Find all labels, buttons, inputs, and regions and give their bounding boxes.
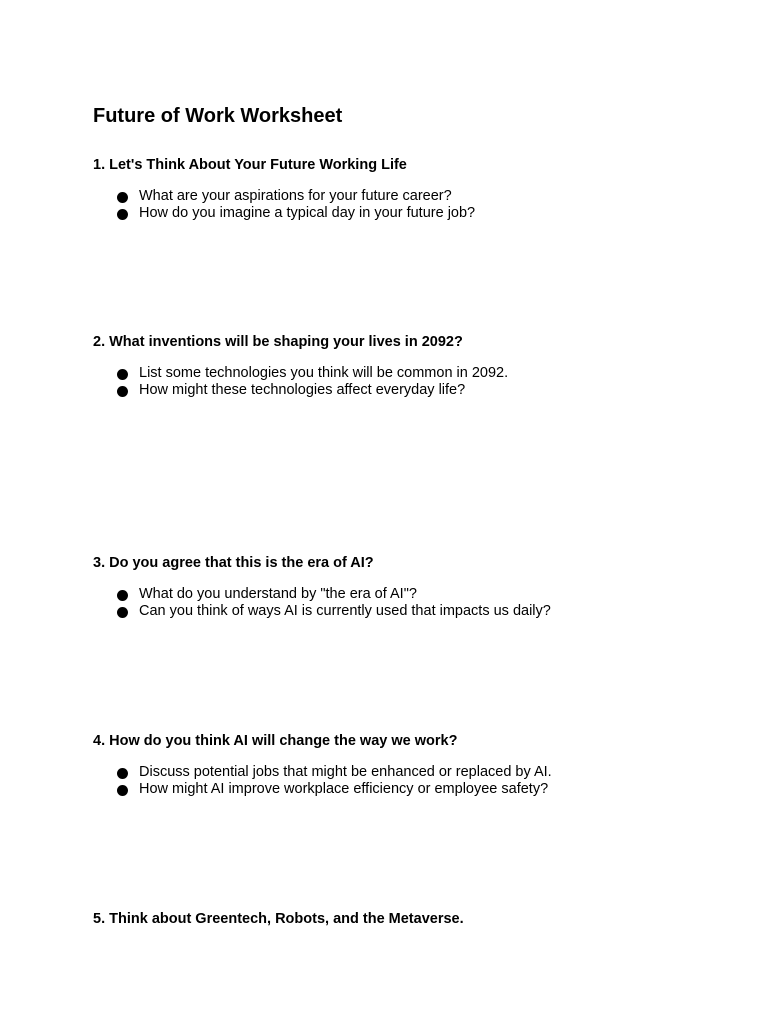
bullet-item xyxy=(93,781,713,798)
bullet-list xyxy=(93,586,713,621)
section-heading: 4. How do you think AI will change the way we work? xyxy=(93,733,458,749)
bullet-text: List some technologies you think will be common in 2092. xyxy=(139,365,509,381)
bullet-text: Can you think of ways AI is currently used that impacts us daily? xyxy=(139,603,551,620)
bullet-text: How might AI improve workplace efficiency or employee safety? xyxy=(139,781,549,798)
section-1 xyxy=(93,155,713,223)
bullet-item xyxy=(93,764,713,781)
bullet-text: Discuss potential jobs that might be enhanced or replaced by AI. xyxy=(139,764,552,780)
bullet-list xyxy=(93,764,713,799)
bullet-list xyxy=(93,188,713,223)
bullet-item xyxy=(93,188,713,205)
bullet-dot-icon xyxy=(117,386,128,397)
bullet-dot-icon xyxy=(117,209,128,220)
bullet-text: How do you imagine a typical day in your future job? xyxy=(139,205,476,222)
bullet-dot-icon xyxy=(117,785,128,796)
section-heading: 2. What inventions will be shaping your lives in 2092? xyxy=(93,334,463,350)
section-3 xyxy=(93,553,713,621)
bullet-text: What do you understand by "the era of AI"? xyxy=(139,586,417,602)
bullet-text: What are your aspirations for your future career? xyxy=(139,188,452,204)
bullet-item xyxy=(93,603,713,620)
section-heading: 3. Do you agree that this is the era of AI? xyxy=(93,555,374,571)
bullet-list xyxy=(93,365,713,400)
bullet-item xyxy=(93,365,713,382)
bullet-dot-icon xyxy=(117,369,128,380)
bullet-item xyxy=(93,205,713,222)
section-2 xyxy=(93,332,713,400)
section-5 xyxy=(93,909,713,929)
bullet-item xyxy=(93,586,713,603)
page-title: Future of Work Worksheet xyxy=(93,105,343,127)
bullet-dot-icon xyxy=(117,607,128,618)
section-4 xyxy=(93,731,713,799)
section-heading: 5. Think about Greentech, Robots, and the Metaverse. xyxy=(93,911,464,927)
bullet-dot-icon xyxy=(117,192,128,203)
bullet-item xyxy=(93,382,713,399)
bullet-dot-icon xyxy=(117,590,128,601)
bullet-text: How might these technologies affect everyday life? xyxy=(139,382,466,399)
section-heading: 1. Let's Think About Your Future Working Life xyxy=(93,157,407,173)
bullet-dot-icon xyxy=(117,768,128,779)
